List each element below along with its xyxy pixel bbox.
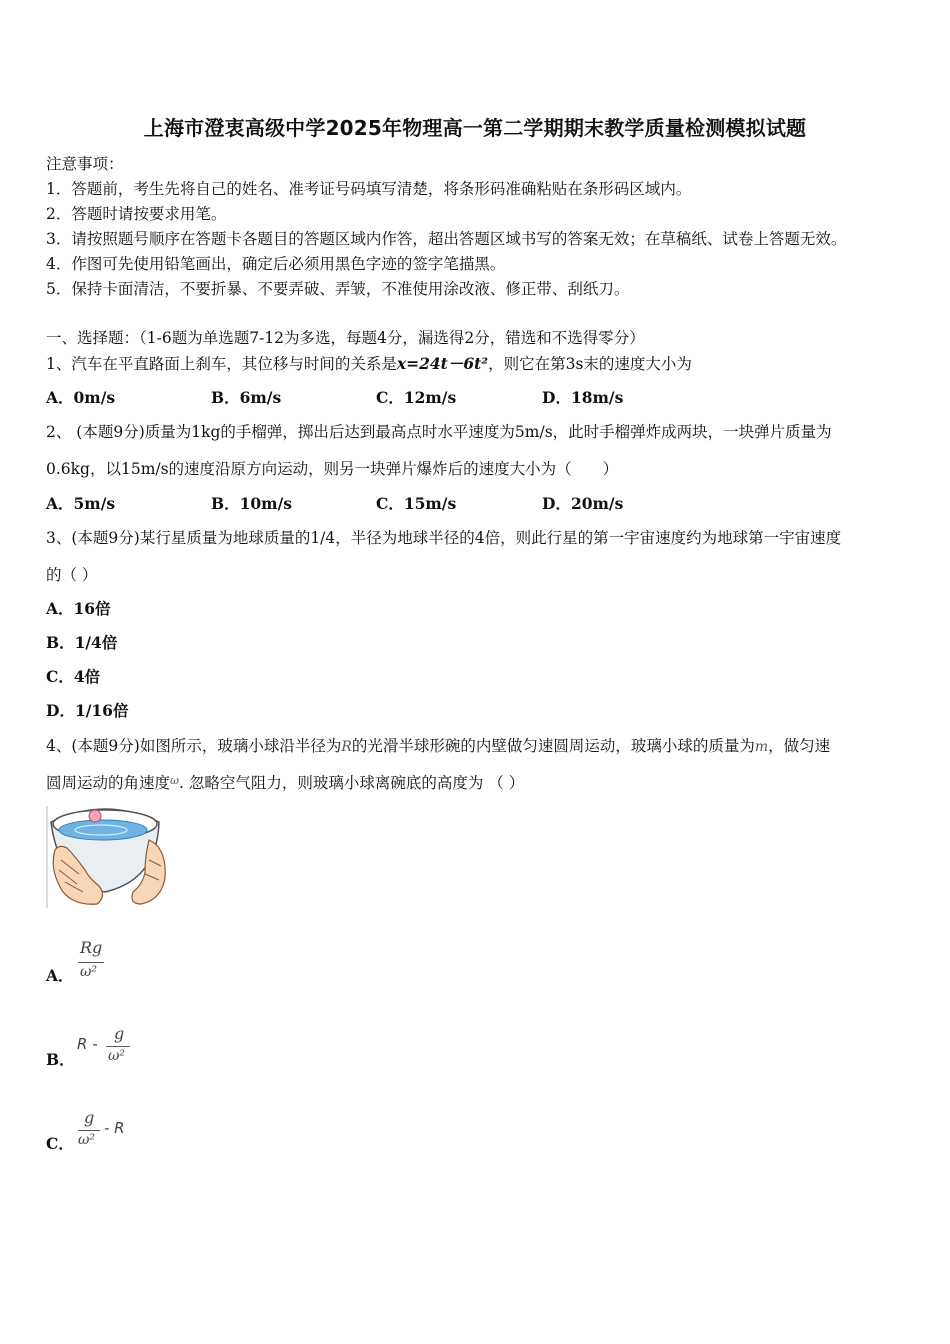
q1-option-b: B．6m/s bbox=[211, 388, 282, 407]
symbol-R: R bbox=[341, 739, 352, 755]
q4-line1-c: ，做匀速 bbox=[768, 737, 831, 755]
q4-option-b-prefix: R - bbox=[77, 1035, 98, 1053]
q4-line2-b: . 忽略空气阻力，则玻璃小球离碗底的高度为 （ ） bbox=[179, 774, 525, 792]
q4-option-b-fraction bbox=[106, 1024, 132, 1070]
bowl-illustration bbox=[45, 800, 167, 910]
symbol-m: m bbox=[754, 739, 769, 755]
q2-option-d: D．20m/s bbox=[542, 494, 624, 513]
fraction-numerator: Rg bbox=[80, 938, 103, 957]
q1-option-d: D．18m/s bbox=[542, 388, 624, 407]
page-title: 上海市澄衷高级中学2025年物理高一第二学期期末教学质量检测模拟试题 bbox=[143, 116, 807, 140]
question-3-line2: 的（ ） bbox=[46, 566, 98, 584]
fraction-denominator: ω² bbox=[78, 1132, 96, 1148]
fraction-denominator: ω² bbox=[108, 1048, 126, 1064]
q1-stem-b: ，则它在第3s末的速度大小为 bbox=[488, 355, 692, 373]
q4-option-b-label: B． bbox=[46, 1050, 75, 1069]
q4-line1-a: 4、(本题9分)如图所示，玻璃小球沿半径为 bbox=[46, 737, 342, 755]
notice-item: 2．答题时请按要求用笔。 bbox=[46, 205, 227, 223]
notice-item: 5．保持卡面清洁，不要折暴、不要弄破、弄皱，不准使用涂改液、修正带、刮纸刀。 bbox=[46, 280, 630, 298]
question-4-line2 bbox=[46, 771, 524, 793]
q4-option-c-fraction bbox=[78, 1108, 104, 1154]
q2-option-b: B．10m/s bbox=[211, 494, 292, 513]
question-4-line1 bbox=[46, 734, 830, 756]
q1-formula: x=24t－6t² bbox=[396, 354, 489, 373]
q3-option-c: C．4倍 bbox=[46, 667, 101, 686]
q4-option-a-label: A． bbox=[46, 966, 74, 985]
q4-option-c-label: C． bbox=[46, 1134, 74, 1153]
q2-option-a: A．5m/s bbox=[46, 494, 116, 513]
q1-stem-a: 1、汽车在平直路面上刹车，其位移与时间的关系是 bbox=[46, 355, 397, 373]
q3-option-d: D．1/16倍 bbox=[46, 701, 129, 720]
notice-item: 1．答题前，考生先将自己的姓名、准考证号码填写清楚，将条形码准确粘贴在条形码区域内。 bbox=[46, 180, 692, 198]
symbol-omega: ω bbox=[170, 774, 179, 787]
fraction-denominator: ω² bbox=[80, 964, 98, 980]
notice-item: 4．作图可先使用铅笔画出，确定后必须用黑色字迹的签字笔描黑。 bbox=[46, 255, 506, 273]
q2-option-c: C．15m/s bbox=[376, 494, 457, 513]
notice-item: 3．请按照题号顺序在答题卡各题目的答题区域内作答，超出答题区域书写的答案无效；在草稿纸、试卷上答题无效。 bbox=[46, 230, 847, 248]
question-2-line2: 0.6kg，以15m/s的速度沿原方向运动，则另一块弹片爆炸后的速度大小为（ ） bbox=[46, 460, 619, 478]
q4-line2-a: 圆周运动的角速度 bbox=[46, 774, 171, 792]
fraction-numerator: g bbox=[114, 1024, 125, 1043]
fraction-bar bbox=[78, 962, 104, 963]
fraction-bar bbox=[106, 1046, 130, 1047]
q4-line1-b: 的光滑半球形碗的内壁做匀速圆周运动，玻璃小球的质量为 bbox=[351, 737, 755, 755]
q4-option-c-suffix: - R bbox=[104, 1119, 125, 1137]
q3-option-b: B．1/4倍 bbox=[46, 633, 118, 652]
notice-heading: 注意事项： bbox=[46, 155, 124, 173]
q1-option-c: C．12m/s bbox=[376, 388, 457, 407]
question-3-line1: 3、(本题9分)某行星质量为地球质量的1/4，半径为地球半径的4倍，则此行星的第一宇宙速度约为地球第一宇宙速度 bbox=[46, 529, 842, 547]
fraction-numerator: g bbox=[84, 1108, 95, 1127]
fraction-bar bbox=[78, 1130, 100, 1131]
q3-option-a: A．16倍 bbox=[46, 599, 111, 618]
q4-option-a-fraction bbox=[78, 938, 106, 984]
section-heading: 一、选择题：（1-6题为单选题7-12为多选，每题4分，漏选得2分，错选和不选得零分） bbox=[46, 329, 645, 347]
question-2-line1: 2、 (本题9分)质量为1kg的手榴弹，掷出后达到最高点时水平速度为5m/s，此时手榴弹炸成两块，一块弹片质量为 bbox=[46, 423, 832, 441]
q1-option-a: A．0m/s bbox=[46, 388, 116, 407]
question-1-stem bbox=[46, 352, 692, 374]
